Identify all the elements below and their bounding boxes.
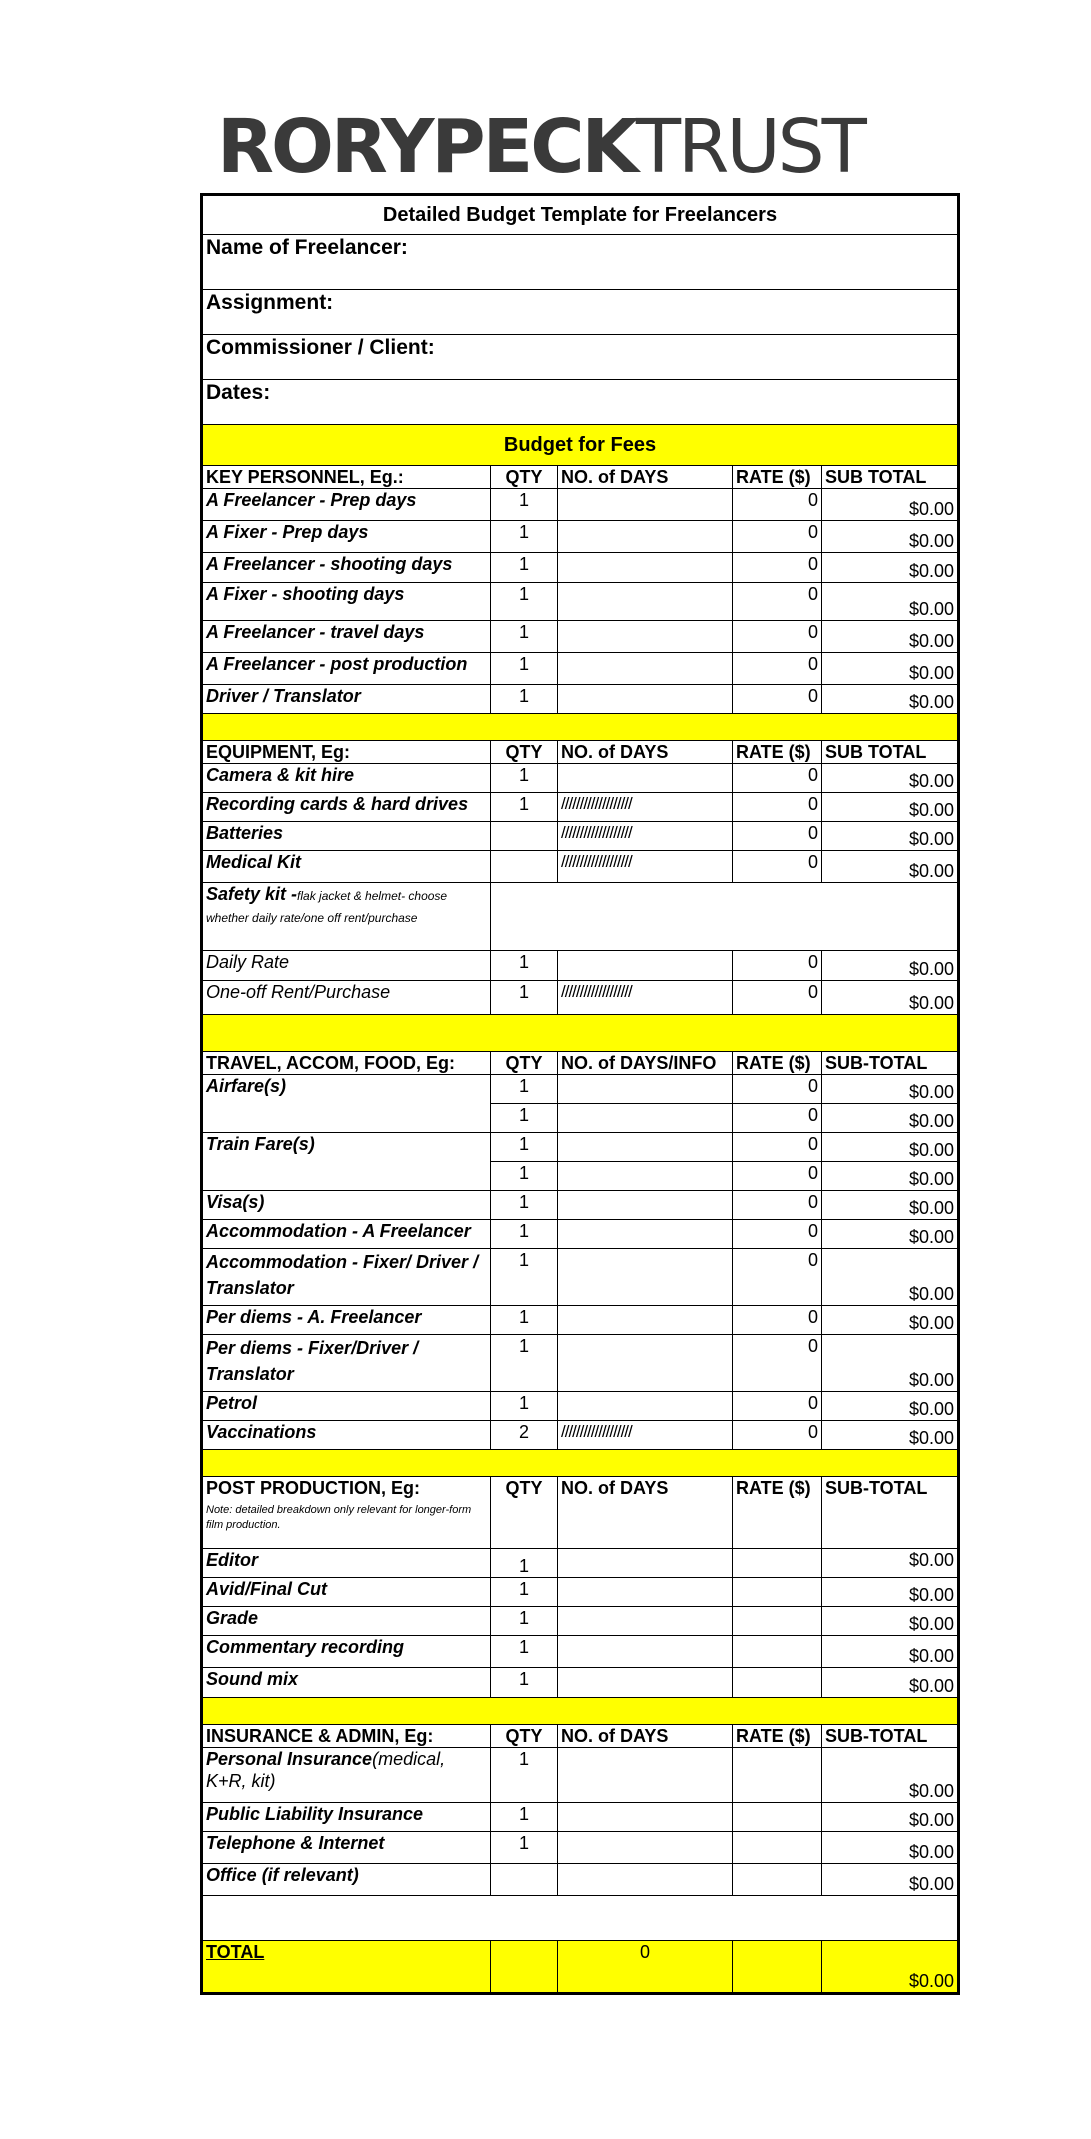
rate-cell[interactable]: 0 [733, 822, 822, 851]
post-col-qty: QTY [491, 1477, 558, 1549]
subtotal-cell: $0.00 [822, 1832, 958, 1864]
days-cell[interactable] [558, 1803, 733, 1832]
days-cell[interactable] [558, 621, 733, 653]
insurance-col-days: NO. of DAYS [558, 1725, 733, 1748]
row-label: Avid/Final Cut [203, 1578, 491, 1607]
days-cell[interactable] [558, 653, 733, 685]
key-col-days: NO. of DAYS [558, 466, 733, 489]
safety-kit-row [203, 883, 958, 951]
table-row [203, 981, 958, 1015]
equipment-col-qty: QTY [491, 741, 558, 764]
equipment-col-rate: RATE ($) [733, 741, 822, 764]
insurance-col-subtotal: SUB-TOTAL [822, 1725, 958, 1748]
rate-cell[interactable] [733, 1668, 822, 1698]
rate-cell[interactable]: 0 [733, 793, 822, 822]
rate-cell[interactable]: 0 [733, 951, 822, 981]
days-cell[interactable] [558, 1578, 733, 1607]
subtotal-cell: $0.00 [822, 1607, 958, 1636]
table-row [203, 1549, 958, 1578]
row-label: Office (if relevant) [203, 1864, 491, 1896]
qty-cell[interactable]: 1 [491, 685, 558, 714]
budget-table [202, 195, 958, 1993]
insurance-col-label: INSURANCE & ADMIN, Eg: [203, 1725, 491, 1748]
total-rate-cell [733, 1941, 822, 1993]
subtotal-cell: $0.00 [822, 793, 958, 822]
equipment-header [203, 741, 958, 764]
rate-cell[interactable]: 0 [733, 1220, 822, 1249]
row-label: Telephone & Internet [203, 1832, 491, 1864]
qty-cell[interactable]: 1 [491, 1607, 558, 1636]
subtotal-cell: $0.00 [822, 764, 958, 793]
subtotal-cell: $0.00 [822, 1162, 958, 1191]
rate-cell[interactable]: 0 [733, 1191, 822, 1220]
qty-cell[interactable]: 1 [491, 621, 558, 653]
subtotal-cell: $0.00 [822, 1306, 958, 1335]
rate-cell[interactable]: 0 [733, 851, 822, 883]
hatched-cell: /////////////////// [558, 822, 733, 851]
subtotal-cell: $0.00 [822, 1578, 958, 1607]
qty-cell[interactable]: 1 [491, 1549, 558, 1578]
row-label: Editor [203, 1549, 491, 1578]
rate-cell[interactable]: 0 [733, 621, 822, 653]
personal-insurance-detail: (medical, K+R, kit) [206, 1749, 446, 1791]
post-col-days: NO. of DAYS [558, 1477, 733, 1549]
row-label: Sound mix [203, 1668, 491, 1698]
table-row [203, 521, 958, 553]
days-cell[interactable] [558, 1549, 733, 1578]
row-label: Train Fare(s) [203, 1133, 491, 1191]
row-label: A Fixer - shooting days [203, 583, 491, 621]
subtotal-cell: $0.00 [822, 822, 958, 851]
row-label: Driver / Translator [203, 685, 491, 714]
name-of-freelancer-field[interactable]: Name of Freelancer: [203, 235, 958, 290]
subtotal-cell: $0.00 [822, 1636, 958, 1668]
post-col-subtotal: SUB-TOTAL [822, 1477, 958, 1549]
row-label: Airfare(s) [203, 1075, 491, 1133]
rate-cell[interactable]: 0 [733, 1421, 822, 1450]
table-row [203, 1748, 958, 1803]
rate-cell[interactable]: 0 [733, 764, 822, 793]
row-label: Camera & kit hire [203, 764, 491, 793]
rate-cell[interactable] [733, 1748, 822, 1803]
days-cell[interactable] [558, 1220, 733, 1249]
logo-bold-text: RORYPECK [217, 104, 636, 190]
days-cell[interactable] [558, 1133, 733, 1162]
travel-col-subtotal: SUB-TOTAL [822, 1052, 958, 1075]
post-col-rate: RATE ($) [733, 1477, 822, 1549]
travel-header [203, 1052, 958, 1075]
qty-cell[interactable]: 1 [491, 1748, 558, 1803]
subtotal-cell: $0.00 [822, 621, 958, 653]
rory-peck-trust-logo [217, 104, 927, 190]
rate-cell[interactable]: 0 [733, 1392, 822, 1421]
travel-col-days: NO. of DAYS/INFO [558, 1052, 733, 1075]
qty-cell[interactable]: 1 [491, 1636, 558, 1668]
table-row [203, 1249, 958, 1306]
table-row [203, 621, 958, 653]
hatched-cell: /////////////////// [558, 851, 733, 883]
table-row [203, 1392, 958, 1421]
row-label: A Freelancer - shooting days [203, 553, 491, 583]
row-label: Batteries [203, 822, 491, 851]
table-row [203, 489, 958, 521]
days-cell[interactable] [558, 553, 733, 583]
days-cell[interactable] [558, 685, 733, 714]
qty-cell[interactable]: 2 [491, 1421, 558, 1450]
table-row [203, 1636, 958, 1668]
days-cell[interactable] [558, 951, 733, 981]
table-row [203, 1832, 958, 1864]
key-personnel-header [203, 466, 958, 489]
qty-cell[interactable] [491, 1864, 558, 1896]
fees-section-title: Budget for Fees [203, 425, 958, 466]
subtotal-cell: $0.00 [822, 1104, 958, 1133]
blank-row [203, 1896, 958, 1941]
qty-cell[interactable]: 1 [491, 793, 558, 822]
subtotal-cell: $0.00 [822, 1864, 958, 1896]
rate-cell[interactable] [733, 1549, 822, 1578]
rate-cell[interactable] [733, 1803, 822, 1832]
rate-cell[interactable]: 0 [733, 1104, 822, 1133]
qty-cell[interactable]: 1 [491, 1392, 558, 1421]
subtotal-cell: $0.00 [822, 1075, 958, 1104]
total-row [203, 1941, 958, 1993]
subtotal-cell: $0.00 [822, 1803, 958, 1832]
safety-kit-blank [491, 883, 958, 951]
section-divider [203, 1450, 958, 1477]
equipment-col-days: NO. of DAYS [558, 741, 733, 764]
days-cell[interactable] [558, 1392, 733, 1421]
qty-cell[interactable]: 1 [491, 1133, 558, 1162]
row-label: A Freelancer - travel days [203, 621, 491, 653]
days-cell[interactable] [558, 1075, 733, 1104]
row-label: Visa(s) [203, 1191, 491, 1220]
table-row [203, 583, 958, 621]
subtotal-cell: $0.00 [822, 685, 958, 714]
table-row [203, 951, 958, 981]
subtotal-cell: $0.00 [822, 851, 958, 883]
table-row [203, 553, 958, 583]
section-divider [203, 714, 958, 741]
rate-cell[interactable]: 0 [733, 1162, 822, 1191]
rate-cell[interactable]: 0 [733, 1249, 822, 1306]
budget-sheet [200, 193, 960, 1995]
total-label: TOTAL [203, 1941, 491, 1993]
travel-col-rate: RATE ($) [733, 1052, 822, 1075]
row-label: Grade [203, 1607, 491, 1636]
days-cell[interactable] [558, 1335, 733, 1392]
days-cell[interactable] [558, 1249, 733, 1306]
row-label: A Fixer - Prep days [203, 521, 491, 553]
safety-kit-title: Safety kit - [206, 884, 298, 904]
qty-cell[interactable] [491, 822, 558, 851]
rate-cell[interactable]: 0 [733, 1075, 822, 1104]
insurance-col-rate: RATE ($) [733, 1725, 822, 1748]
total-qty-cell [491, 1941, 558, 1993]
subtotal-cell: $0.00 [822, 521, 958, 553]
rate-cell[interactable]: 0 [733, 1335, 822, 1392]
table-row [203, 1668, 958, 1698]
days-cell[interactable] [558, 489, 733, 521]
days-cell[interactable] [558, 1607, 733, 1636]
table-row [203, 1133, 958, 1162]
post-production-header [203, 1477, 958, 1549]
hatched-cell: /////////////////// [558, 1421, 733, 1450]
key-col-rate: RATE ($) [733, 466, 822, 489]
subtotal-cell: $0.00 [822, 653, 958, 685]
table-row [203, 685, 958, 714]
post-note: Note: detailed breakdown only relevant for longer-form film production. [206, 1504, 472, 1531]
safety-kit-note: flak jacket & helmet- choose whether daily rate/one off rent/purchase [206, 889, 448, 925]
qty-cell[interactable]: 1 [491, 1803, 558, 1832]
subtotal-cell: $0.00 [822, 489, 958, 521]
rate-cell[interactable]: 0 [733, 489, 822, 521]
row-label: Commentary recording [203, 1636, 491, 1668]
insurance-header [203, 1725, 958, 1748]
days-cell[interactable] [558, 1748, 733, 1803]
qty-cell[interactable]: 1 [491, 1578, 558, 1607]
days-cell[interactable] [558, 583, 733, 621]
qty-cell[interactable]: 1 [491, 1335, 558, 1392]
days-cell[interactable] [558, 1636, 733, 1668]
row-label: Public Liability Insurance [203, 1803, 491, 1832]
qty-cell[interactable]: 1 [491, 1220, 558, 1249]
assignment-field[interactable]: Assignment: [203, 290, 958, 335]
logo-light-text: TRUST [635, 104, 864, 190]
days-cell[interactable] [558, 1832, 733, 1864]
rate-cell[interactable] [733, 1578, 822, 1607]
rate-cell[interactable] [733, 1636, 822, 1668]
hatched-cell: /////////////////// [558, 981, 733, 1015]
table-row [203, 1335, 958, 1392]
row-label: Petrol [203, 1392, 491, 1421]
row-label: Recording cards & hard drives [203, 793, 491, 822]
subtotal-cell: $0.00 [822, 1133, 958, 1162]
sheet-title: Detailed Budget Template for Freelancers [203, 196, 958, 235]
row-label: Vaccinations [203, 1421, 491, 1450]
section-divider [203, 1015, 958, 1052]
qty-cell[interactable]: 1 [491, 1832, 558, 1864]
row-label: One-off Rent/Purchase [203, 981, 491, 1015]
days-cell[interactable] [558, 1104, 733, 1133]
row-label: Daily Rate [203, 951, 491, 981]
equipment-col-label: EQUIPMENT, Eg: [203, 741, 491, 764]
days-cell[interactable] [558, 1668, 733, 1698]
travel-col-qty: QTY [491, 1052, 558, 1075]
subtotal-cell: $0.00 [822, 1549, 958, 1578]
subtotal-cell: $0.00 [822, 1249, 958, 1306]
subtotal-cell: $0.00 [822, 1748, 958, 1803]
qty-cell[interactable]: 1 [491, 1249, 558, 1306]
qty-cell[interactable]: 1 [491, 1191, 558, 1220]
table-row [203, 1578, 958, 1607]
table-row [203, 653, 958, 685]
rate-cell[interactable]: 0 [733, 553, 822, 583]
rate-cell[interactable]: 0 [733, 981, 822, 1015]
subtotal-cell: $0.00 [822, 951, 958, 981]
row-label: Accommodation - A Freelancer [203, 1220, 491, 1249]
client-field[interactable]: Commissioner / Client: [203, 335, 958, 380]
hatched-cell: /////////////////// [558, 793, 733, 822]
days-cell[interactable] [558, 1191, 733, 1220]
rate-cell[interactable]: 0 [733, 583, 822, 621]
table-row [203, 1803, 958, 1832]
subtotal-cell: $0.00 [822, 1191, 958, 1220]
key-col-qty: QTY [491, 466, 558, 489]
row-label: A Freelancer - post production [203, 653, 491, 685]
key-col-label: KEY PERSONNEL, Eg.: [203, 466, 491, 489]
table-row [203, 851, 958, 883]
qty-cell[interactable]: 1 [491, 764, 558, 793]
rate-cell[interactable]: 0 [733, 653, 822, 685]
row-label: Per diems - A. Freelancer [203, 1306, 491, 1335]
key-col-subtotal: SUB TOTAL [822, 466, 958, 489]
insurance-col-qty: QTY [491, 1725, 558, 1748]
post-col-label [203, 1477, 491, 1549]
subtotal-cell: $0.00 [822, 1668, 958, 1698]
travel-col-label: TRAVEL, ACCOM, FOOD, Eg: [203, 1052, 491, 1075]
safety-kit-label [203, 883, 491, 951]
rate-cell[interactable] [733, 1832, 822, 1864]
days-cell[interactable] [558, 1306, 733, 1335]
qty-cell[interactable]: 1 [491, 981, 558, 1015]
rate-cell[interactable] [733, 1864, 822, 1896]
row-label [203, 1748, 491, 1803]
dates-field[interactable]: Dates: [203, 380, 958, 425]
qty-cell[interactable]: 1 [491, 1104, 558, 1133]
subtotal-cell: $0.00 [822, 583, 958, 621]
rate-cell[interactable]: 0 [733, 685, 822, 714]
qty-cell[interactable]: 1 [491, 653, 558, 685]
qty-cell[interactable]: 1 [491, 1162, 558, 1191]
subtotal-cell: $0.00 [822, 981, 958, 1015]
personal-insurance-label: Personal Insurance [206, 1749, 373, 1769]
equipment-col-subtotal: SUB TOTAL [822, 741, 958, 764]
total-subtotal-cell: $0.00 [822, 1941, 958, 1993]
qty-cell[interactable]: 1 [491, 553, 558, 583]
qty-cell[interactable]: 1 [491, 521, 558, 553]
table-row [203, 1421, 958, 1450]
qty-cell[interactable]: 1 [491, 1668, 558, 1698]
rate-cell[interactable] [733, 1607, 822, 1636]
table-row [203, 793, 958, 822]
total-days-cell: 0 [558, 1941, 733, 1993]
table-row [203, 822, 958, 851]
days-cell[interactable] [558, 521, 733, 553]
subtotal-cell: $0.00 [822, 1335, 958, 1392]
qty-cell[interactable]: 1 [491, 489, 558, 521]
rate-cell[interactable]: 0 [733, 521, 822, 553]
subtotal-cell: $0.00 [822, 1421, 958, 1450]
rate-cell[interactable]: 0 [733, 1306, 822, 1335]
days-cell[interactable] [558, 1864, 733, 1896]
qty-cell[interactable]: 1 [491, 1306, 558, 1335]
rate-cell[interactable]: 0 [733, 1133, 822, 1162]
table-row [203, 1607, 958, 1636]
subtotal-cell: $0.00 [822, 1220, 958, 1249]
row-label: Per diems - Fixer/Driver / Translator [203, 1335, 491, 1392]
table-row [203, 1306, 958, 1335]
qty-cell[interactable] [491, 851, 558, 883]
qty-cell[interactable]: 1 [491, 1075, 558, 1104]
subtotal-cell: $0.00 [822, 553, 958, 583]
table-row [203, 1220, 958, 1249]
subtotal-cell: $0.00 [822, 1392, 958, 1421]
table-row [203, 1864, 958, 1896]
table-row [203, 764, 958, 793]
days-cell[interactable] [558, 1162, 733, 1191]
row-label: Accommodation - Fixer/ Driver / Translator [203, 1249, 491, 1306]
row-label: Medical Kit [203, 851, 491, 883]
table-row [203, 1075, 958, 1104]
qty-cell[interactable]: 1 [491, 583, 558, 621]
qty-cell[interactable]: 1 [491, 951, 558, 981]
post-header-title: POST PRODUCTION, Eg: [206, 1478, 421, 1498]
days-cell[interactable] [558, 764, 733, 793]
table-row [203, 1191, 958, 1220]
section-divider [203, 1698, 958, 1725]
row-label: A Freelancer - Prep days [203, 489, 491, 521]
